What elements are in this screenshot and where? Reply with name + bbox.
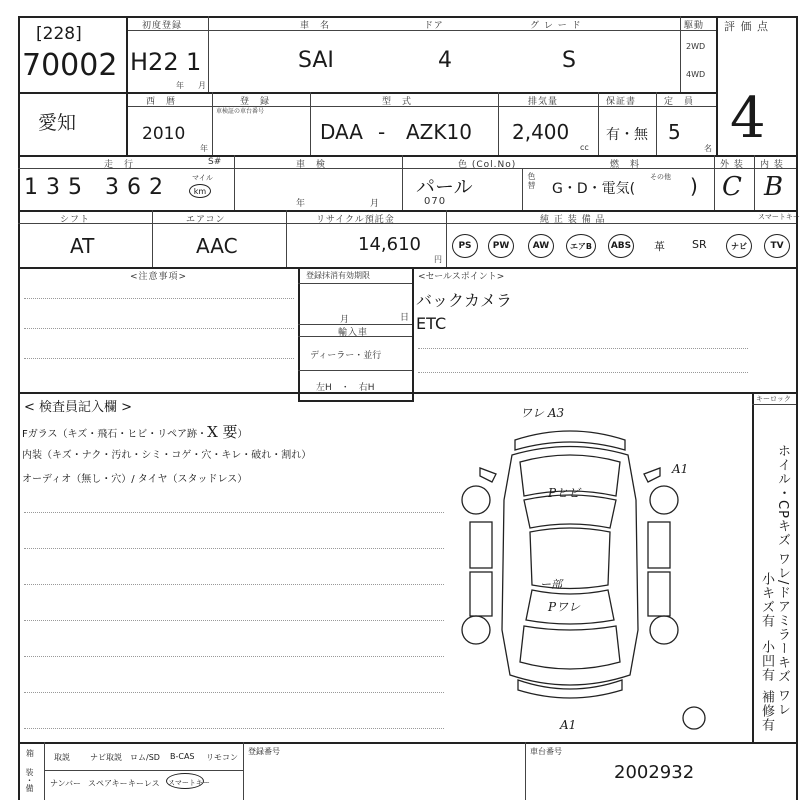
western-year-label: 西 暦 (146, 97, 177, 107)
fuel-label: 燃 料 (610, 160, 641, 170)
equip-navi: ナビ (726, 234, 752, 258)
displacement: 2,400 (512, 120, 570, 144)
footer-row-label-b: 装・備 (25, 768, 34, 792)
western-year: 2010 (142, 124, 186, 144)
auction-number: 70002 (22, 48, 118, 83)
exterior: C (722, 172, 742, 202)
inspection-label: 車 検 (296, 160, 327, 170)
side-note-col1: ホイル・CPキズ ワレ/ドアミラーキズ ワレ (774, 444, 790, 717)
equip-sr: SR (692, 238, 707, 251)
s-label: S# (208, 157, 222, 167)
capacity-unit: 名 (704, 144, 713, 153)
model-sep: - (378, 120, 386, 144)
footer-spare-key: スペアキー (88, 779, 128, 788)
sales-point-1: バックカメラ (416, 291, 513, 310)
import-label: 輸入車 (338, 328, 369, 338)
equip-airbag: エアB (566, 234, 596, 258)
inspector-line1: Fガラス（キズ・飛石・ヒビ・リペア跡・X 要） (22, 423, 248, 441)
first-registration-era: H22 (130, 48, 179, 76)
sales-points-label: <セールスポイント> (418, 272, 505, 282)
footer-number-plate: ナンバー (50, 779, 82, 788)
equip-pw: PW (488, 234, 514, 258)
footer-remote: リモコン (206, 753, 238, 762)
reg-expiry-day: 日 (400, 313, 411, 323)
capacity-label: 定 員 (664, 97, 695, 107)
score: 4 (730, 86, 766, 151)
exterior-label: 外 装 (720, 160, 744, 170)
first-registration-month-unit: 月 (198, 81, 207, 90)
drive-label: 駆動 (684, 21, 705, 31)
equipment-label: 純 正 装 備 品 (540, 215, 606, 225)
displacement-unit: cc (580, 143, 589, 152)
shift: AT (70, 234, 95, 258)
mark-roof: ー部 (540, 578, 562, 591)
registration-label: 登 録 (240, 97, 271, 107)
car-name: SAI (298, 48, 334, 73)
drive-2wd: 2WD (686, 42, 706, 51)
displacement-label: 排気量 (528, 97, 559, 107)
mileage-label: 走 行 (104, 160, 135, 170)
reg-number-label: 登録番号 (248, 747, 280, 756)
inspector-line3: オーディオ（無し・穴）/ タイヤ（スタッドレス） (22, 474, 248, 485)
interior-label: 内 装 (760, 160, 784, 170)
shift-label: シフト (60, 215, 91, 225)
footer-manual: 取説 (54, 753, 70, 762)
warranty: 有・無 (606, 127, 648, 143)
model-type-label: 型 式 (382, 97, 413, 107)
color-code: 070 (424, 196, 447, 207)
equip-leather: 革 (654, 240, 665, 253)
mark-hood: Pヒビ (548, 486, 581, 500)
warranty-label: 保証書 (606, 97, 637, 107)
mark-right-front: A1 (672, 462, 689, 476)
sales-point-2: ETC (416, 314, 447, 333)
first-registration-label: 初度登録 (142, 21, 183, 31)
keyless-label: スマートキー (758, 213, 800, 221)
mark-front: ワレ A3 (520, 406, 565, 420)
mark-rear: A1 (560, 718, 577, 732)
mileage-unit: km (193, 186, 207, 196)
recycle: 14,610 (358, 234, 421, 255)
drive-4wd: 4WD (686, 70, 706, 79)
location: 愛知 (38, 112, 77, 134)
footer-navi-manual: ナビ取説 (90, 753, 122, 762)
equip-tv: TV (764, 234, 790, 258)
import-value: ディーラー・並行 (310, 351, 382, 361)
grade-label: グ レ ー ド (530, 21, 582, 31)
keylock-label: キーロック (756, 395, 791, 403)
aircon-label: エアコン (186, 215, 226, 225)
fuel-other: その他 (650, 173, 671, 181)
fuel-close-paren: ) (690, 174, 698, 198)
notes-label: <注意事項> (130, 272, 188, 282)
inspector-label: < 検査員記入欄 > (24, 400, 133, 415)
inspection-year-unit: 年 (296, 199, 307, 209)
fglass-mark: X 要 (207, 423, 238, 441)
doors: 4 (438, 48, 452, 73)
doors-label: ドア (424, 21, 444, 31)
interior: B (764, 172, 784, 202)
side-note-col4: 補修有 (758, 690, 774, 732)
grade: S (562, 48, 576, 73)
footer-keyless: キーレス (128, 779, 160, 788)
capacity: 5 (668, 120, 681, 144)
steering: 左H ・ 右H (316, 383, 375, 393)
first-registration-month: 1 (186, 48, 202, 76)
recycle-label: リサイクル預託金 (316, 215, 395, 225)
reg-expiry-month: 月 (340, 315, 351, 325)
chassis-label: 車台番号 (530, 747, 562, 756)
km-circle (189, 184, 211, 198)
footer-row-label-a: 箱 (26, 749, 34, 758)
mileage-unit-top: マイル (192, 174, 213, 182)
footer-rom-sd: ロム/SD (130, 753, 160, 762)
inspector-line2: 内装（キズ・ナク・汚れ・シミ・コゲ・穴・キレ・破れ・割れ） (22, 450, 312, 461)
car-name-label: 車 名 (300, 21, 331, 31)
mileage: 135 362 (24, 175, 171, 200)
footer-bcas: B-CAS (170, 752, 195, 761)
car-diagram (440, 400, 710, 740)
equip-ps: PS (452, 234, 478, 258)
equip-abs: ABS (608, 234, 634, 258)
lot-number: [228] (36, 24, 82, 44)
color-repaint-label: 色替 (527, 172, 536, 190)
recycle-unit: 円 (434, 255, 443, 264)
score-label: 評 価 点 (724, 20, 769, 33)
side-note-col3: 小凹有 (758, 640, 774, 682)
mark-rear-glass: Pワレ (548, 600, 581, 614)
side-note-col2: 小キズ有 (758, 572, 774, 628)
reg-expiry-label: 登録抹消有効期限 (306, 271, 370, 280)
chassis-number: 2002932 (614, 762, 695, 783)
equip-aw: AW (528, 234, 554, 258)
model-code: AZK10 (406, 120, 472, 144)
color: パール (416, 176, 473, 198)
inspection-month-unit: 月 (370, 199, 381, 209)
first-registration-year-unit: 年 (176, 81, 185, 90)
footer-smartkey: スマートキー (168, 779, 210, 787)
color-label: 色 (Col.No) (458, 160, 517, 170)
aircon: AAC (196, 234, 238, 258)
registration-note: 車検証の車台番号 (216, 108, 265, 115)
fuel: G・D・電気( (552, 181, 636, 197)
model-prefix: DAA (320, 120, 363, 144)
western-year-unit: 年 (200, 144, 209, 153)
